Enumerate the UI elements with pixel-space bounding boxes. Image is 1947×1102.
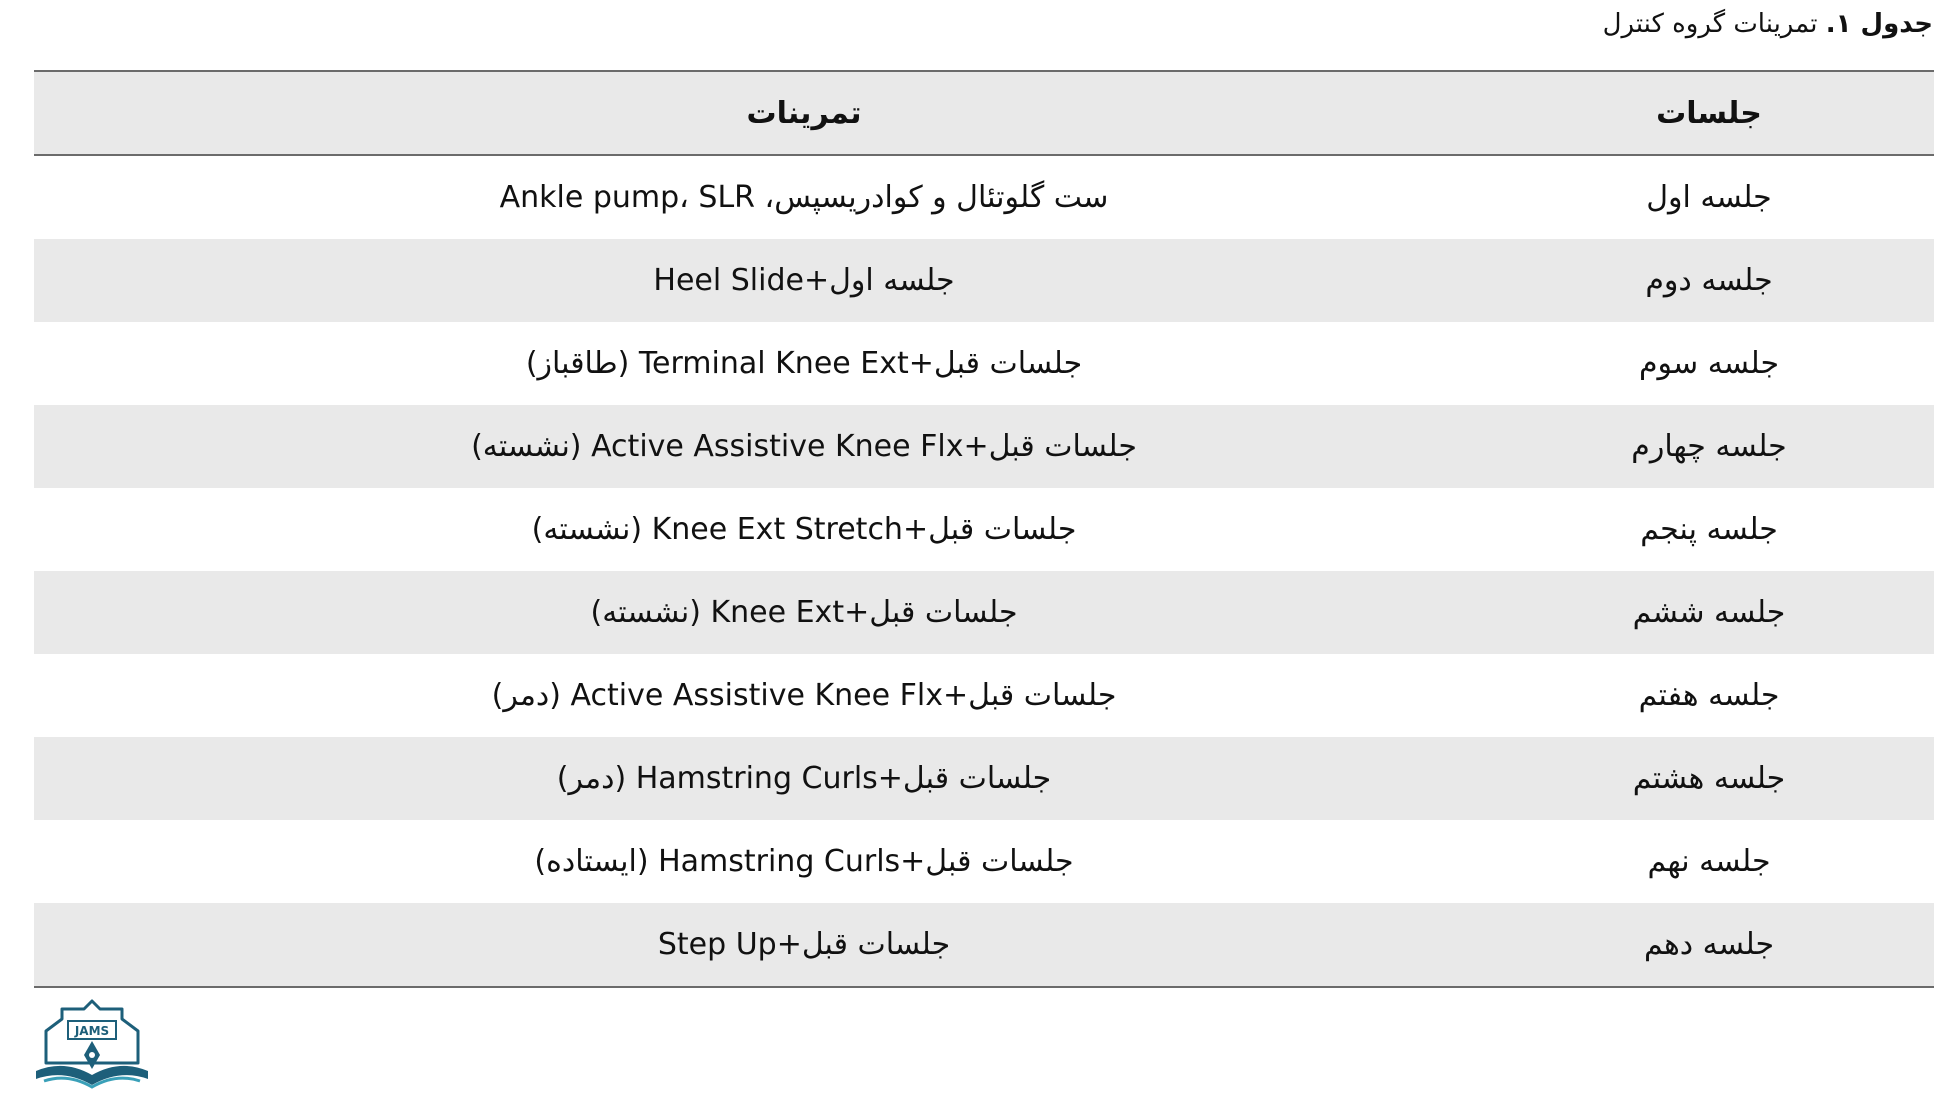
table-header-row: [34, 72, 1934, 156]
table-row: [34, 239, 1934, 322]
session-cell: جلسه دهم: [1643, 927, 1774, 962]
session-cell: جلسه هشتم: [1632, 761, 1786, 796]
jams-journal-logo-icon: [30, 997, 154, 1092]
exercise-cell: جلسات قبل+Active Assistive Knee Flx (دمر): [491, 678, 1117, 713]
table-row: [34, 156, 1934, 239]
session-cell: جلسه پنجم: [1640, 512, 1778, 547]
session-cell: جلسه هفتم: [1638, 678, 1780, 713]
exercise-cell: جلسات قبل+Hamstring Curls (ایستاده): [534, 844, 1074, 879]
exercise-cell: جلسه اول+Heel Slide: [653, 263, 955, 298]
session-cell: جلسه چهارم: [1631, 429, 1787, 464]
control-group-exercises-table: [34, 70, 1934, 988]
exercise-cell: جلسات قبل+Step Up: [657, 927, 951, 962]
table-caption: [1603, 0, 1933, 48]
exercise-cell: جلسات قبل+Knee Ext Stretch (نشسته): [531, 512, 1077, 547]
table-row: [34, 654, 1934, 737]
caption-label: جدول ۱.: [1825, 9, 1933, 39]
session-cell: جلسه نهم: [1647, 844, 1771, 879]
table-row: [34, 322, 1934, 405]
table-row: [34, 737, 1934, 820]
table-row: [34, 903, 1934, 986]
exercise-cell: جلسات قبل+Terminal Knee Ext (طاقباز): [525, 346, 1083, 381]
exercise-cell: جلسات قبل+Active Assistive Knee Flx (نشسته): [471, 429, 1137, 464]
table-row: [34, 820, 1934, 903]
exercise-cell: ست گلوتئال و کوادریسپس، Ankle pump، SLR: [499, 180, 1109, 215]
table-row: [34, 405, 1934, 488]
table-row: [34, 488, 1934, 571]
caption-text: تمرینات گروه کنترل: [1602, 9, 1818, 39]
header-sessions: جلسات: [1656, 95, 1762, 131]
session-cell: جلسه دوم: [1645, 263, 1773, 298]
session-cell: جلسه اول: [1646, 180, 1772, 215]
header-exercises: تمرینات: [746, 95, 862, 131]
table-row: [34, 571, 1934, 654]
session-cell: جلسه سوم: [1638, 346, 1780, 381]
session-cell: جلسه ششم: [1632, 595, 1786, 630]
exercise-cell: جلسات قبل+Knee Ext (نشسته): [590, 595, 1018, 630]
exercise-cell: جلسات قبل+Hamstring Curls (دمر): [556, 761, 1052, 796]
svg-text:JAMS: JAMS: [74, 1024, 110, 1038]
